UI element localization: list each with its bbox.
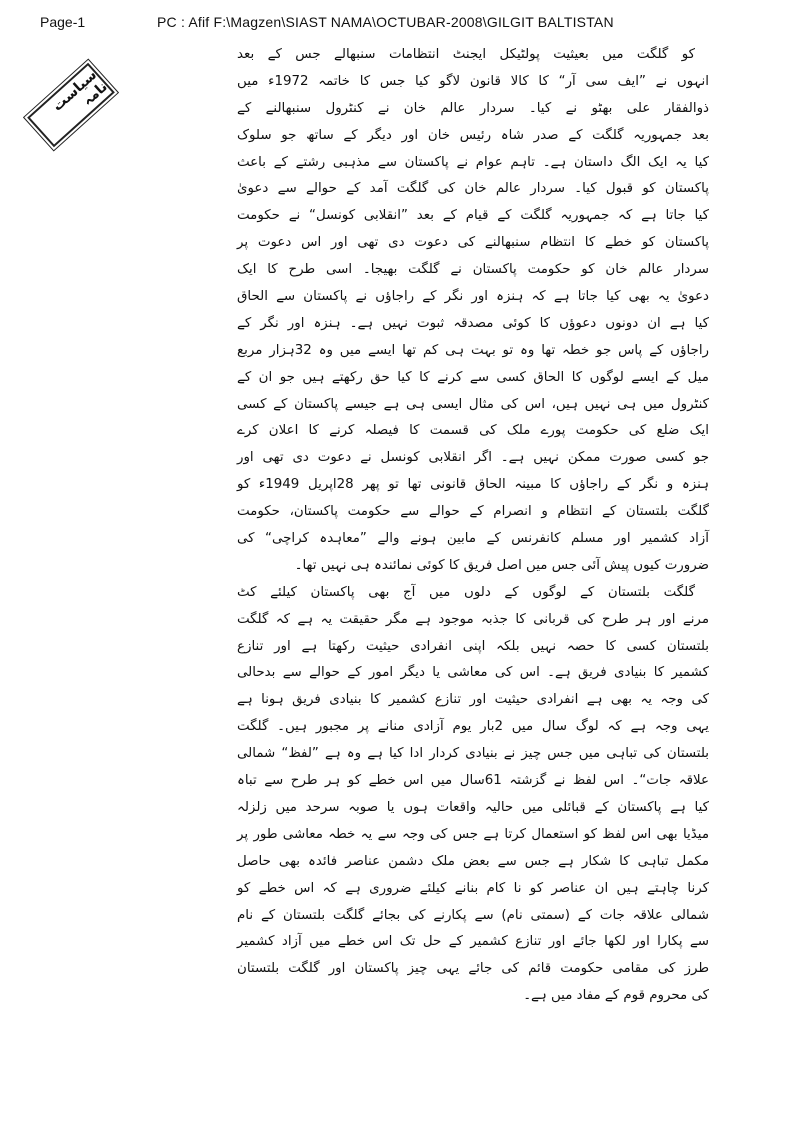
article-line: کنٹرول میں ہی نہیں ہیں، اس کی مثال ایسی ہی ہے جیسے پاکستان کے کسی [237, 396, 709, 412]
article-line: شمالی علاقہ جات کے (سمتی نام) سے پکارنے کی بجائے گلگت بلتستان کے نام [237, 907, 709, 923]
article-line: سردار عالم خان کو حکومت پاکستان نے گلگت بھیجا۔ اسی طرح کا ایک [237, 262, 709, 278]
article-line: ایک ضلع کی حکومت پورے ملک کی قسمت کا فیصلہ کرنے کا اعلان کرے [237, 423, 709, 439]
article-line: کرنا چاہتے ہیں ان عناصر کو نا کام بنانے کیلئے ضروری ہے کہ اس خطے کو [237, 880, 709, 896]
article-line: میڈیا بھی اس لفظ کو استعمال کرتا ہے جس کی وجہ سے یہ خطہ معاشی طور پر [237, 826, 709, 842]
article-line: کی محروم قوم کے مفاد میں ہے۔ [523, 988, 709, 1004]
article-line: مرنے اور ہر طرح کی قربانی کا جذبہ موجود ہے مگر حقیقت یہ ہے کہ گلگت [237, 611, 709, 627]
article-line: کیا ہے ان دونوں دعوؤں کا کوئی مصدقہ ثبوت نہیں ہے۔ ہنزہ اور نگر کے [237, 315, 709, 331]
article-line: یہی وجہ ہے کہ لوگ سال میں 2بار یوم آزادی منانے پر مجبور ہیں۔ گلگت [237, 719, 709, 735]
article-line: کیا ہے پاکستان کے قبائلی میں حالیہ واقعات ہوں یا صوبہ سرحد میں زلزلہ [237, 799, 709, 815]
article-line: گلگت بلتستان کے انتظام و انصرام کے حوالے سے حکومت پاکستان، حکومت [237, 504, 709, 520]
article-line: مکمل تباہی کا شکار ہے جس سے بعض ملک دشمن عناصر فائدہ بھی حاصل [237, 853, 709, 869]
article-line: کیا یہ ایک الگ داستان ہے۔ تاہم عوام نے پاکستان سے مذہبی رشتے کے باعث [237, 154, 709, 170]
page-header [0, 14, 793, 36]
article-line: گلگت بلتستان کے لوگوں کے دلوں میں آج بھی پاکستان کیلئے کٹ [237, 584, 695, 600]
article-line: جو کسی صورت ممکن نہیں ہے۔ اگر انقلابی کونسل نے دعوت دی تھی اور [237, 450, 709, 466]
article-body [237, 42, 709, 1010]
article-line: ضرورت کیوں پیش آئی جس میں اصل فریق کا کوئی نمائندہ ہی نہیں تھا۔ [294, 557, 709, 573]
article-line: آزاد کشمیر اور مسلم کانفرنس کے مابین ہونے والے ”معاہدہ کراچی“ کی [237, 531, 709, 547]
article-line: علاقہ جات“۔ اس لفظ نے گزشتہ 61سال میں اس خطے کو ہر طرح سے تباہ [237, 773, 709, 789]
article-line: پاکستان کو خطے کا انتظام سنبھالنے کی دعوت دی تھی اور اس دعوت پر [237, 235, 709, 251]
article-line: طرز کی مقامی حکومت قائم کی جائے یہی چیز پاکستان اور گلگت بلتستان [237, 961, 709, 977]
article-line: ذوالفقار علی بھٹو نے کیا۔ سردار عالم خان نے کنٹرول سنبھالنے کے [237, 100, 709, 116]
article-line: کیا جاتا ہے کہ جمہوریہ گلگت کے قیام کے بعد ”انقلابی کونسل“ نے حکومت [237, 208, 709, 224]
article-line: کی وجہ یہ بھی ہے انفرادی حیثیت اور تنازع کشمیر کا بنیادی فریق ہونا ہے [237, 692, 709, 708]
article-line: پاکستان کو قبول کیا۔ سردار عالم خان کی گلگت آمد کے حوالے سے دعویٰ [237, 181, 709, 197]
article-line: بعد جمہوریہ گلگت کے صدر شاہ رئیس خان اور دیگر کے ساتھ جو سلوک [237, 127, 709, 143]
article-line: راجاؤں کے پاس جو خطہ تھا وہ تو بہت ہی کم تھا ایسے میں وہ 32ہزار مربع [237, 342, 710, 358]
article-line: سے پکارا اور لکھا جائے اور تنازع کشمیر کے حل تک اس خطے میں آزاد کشمیر [237, 934, 709, 950]
file-path-label: PC : Afif F:\Magzen\SIAST NAMA\OCTUBAR-2008\GILGIT BALTISTAN [157, 14, 614, 30]
siasat-nama-stamp: سیاست نامہ [27, 63, 115, 148]
article-line: کشمیر کا بنیادی فریق ہے۔ اس کی معاشی یا دیگر امور کے حوالے سے بدحالی [237, 665, 709, 681]
article-line: دعویٰ یہ بھی کیا جاتا ہے کہ ہنزہ اور نگر کے راجاؤں نے پاکستان سے الحاق [237, 289, 709, 305]
article-line: ہنزہ و نگر کے راجاؤں کا مبینہ الحاق قانونی تھا تو پھر 28اپریل 1949ء کو [237, 477, 709, 493]
article-line: بلتستان کسی کا حصہ نہیں بلکہ اپنی انفرادی حیثیت رکھتا ہے اور تنازع [237, 638, 709, 654]
article-line: کو گلگت میں بعیثیت پولٹیکل ایجنٹ انتظامات سنبھالے جس کے بعد [237, 47, 695, 62]
article-line: بلتستان کی تباہی میں جس چیز نے بنیادی کردار ادا کیا ہے وہ ہے ”لفظ“ شمالی [237, 746, 709, 762]
article-line: میل کے ایسے لوگوں کا الحاق کسی سے کرنے کا کیا حق رکھتے ہیں جو ان کے [237, 369, 709, 385]
page-number-label: Page-1 [40, 14, 86, 30]
article-line: انہوں نے ”ایف سی آر“ کا کالا قانون لاگو کیا جس کا خاتمہ 1972ء میں [237, 73, 709, 89]
